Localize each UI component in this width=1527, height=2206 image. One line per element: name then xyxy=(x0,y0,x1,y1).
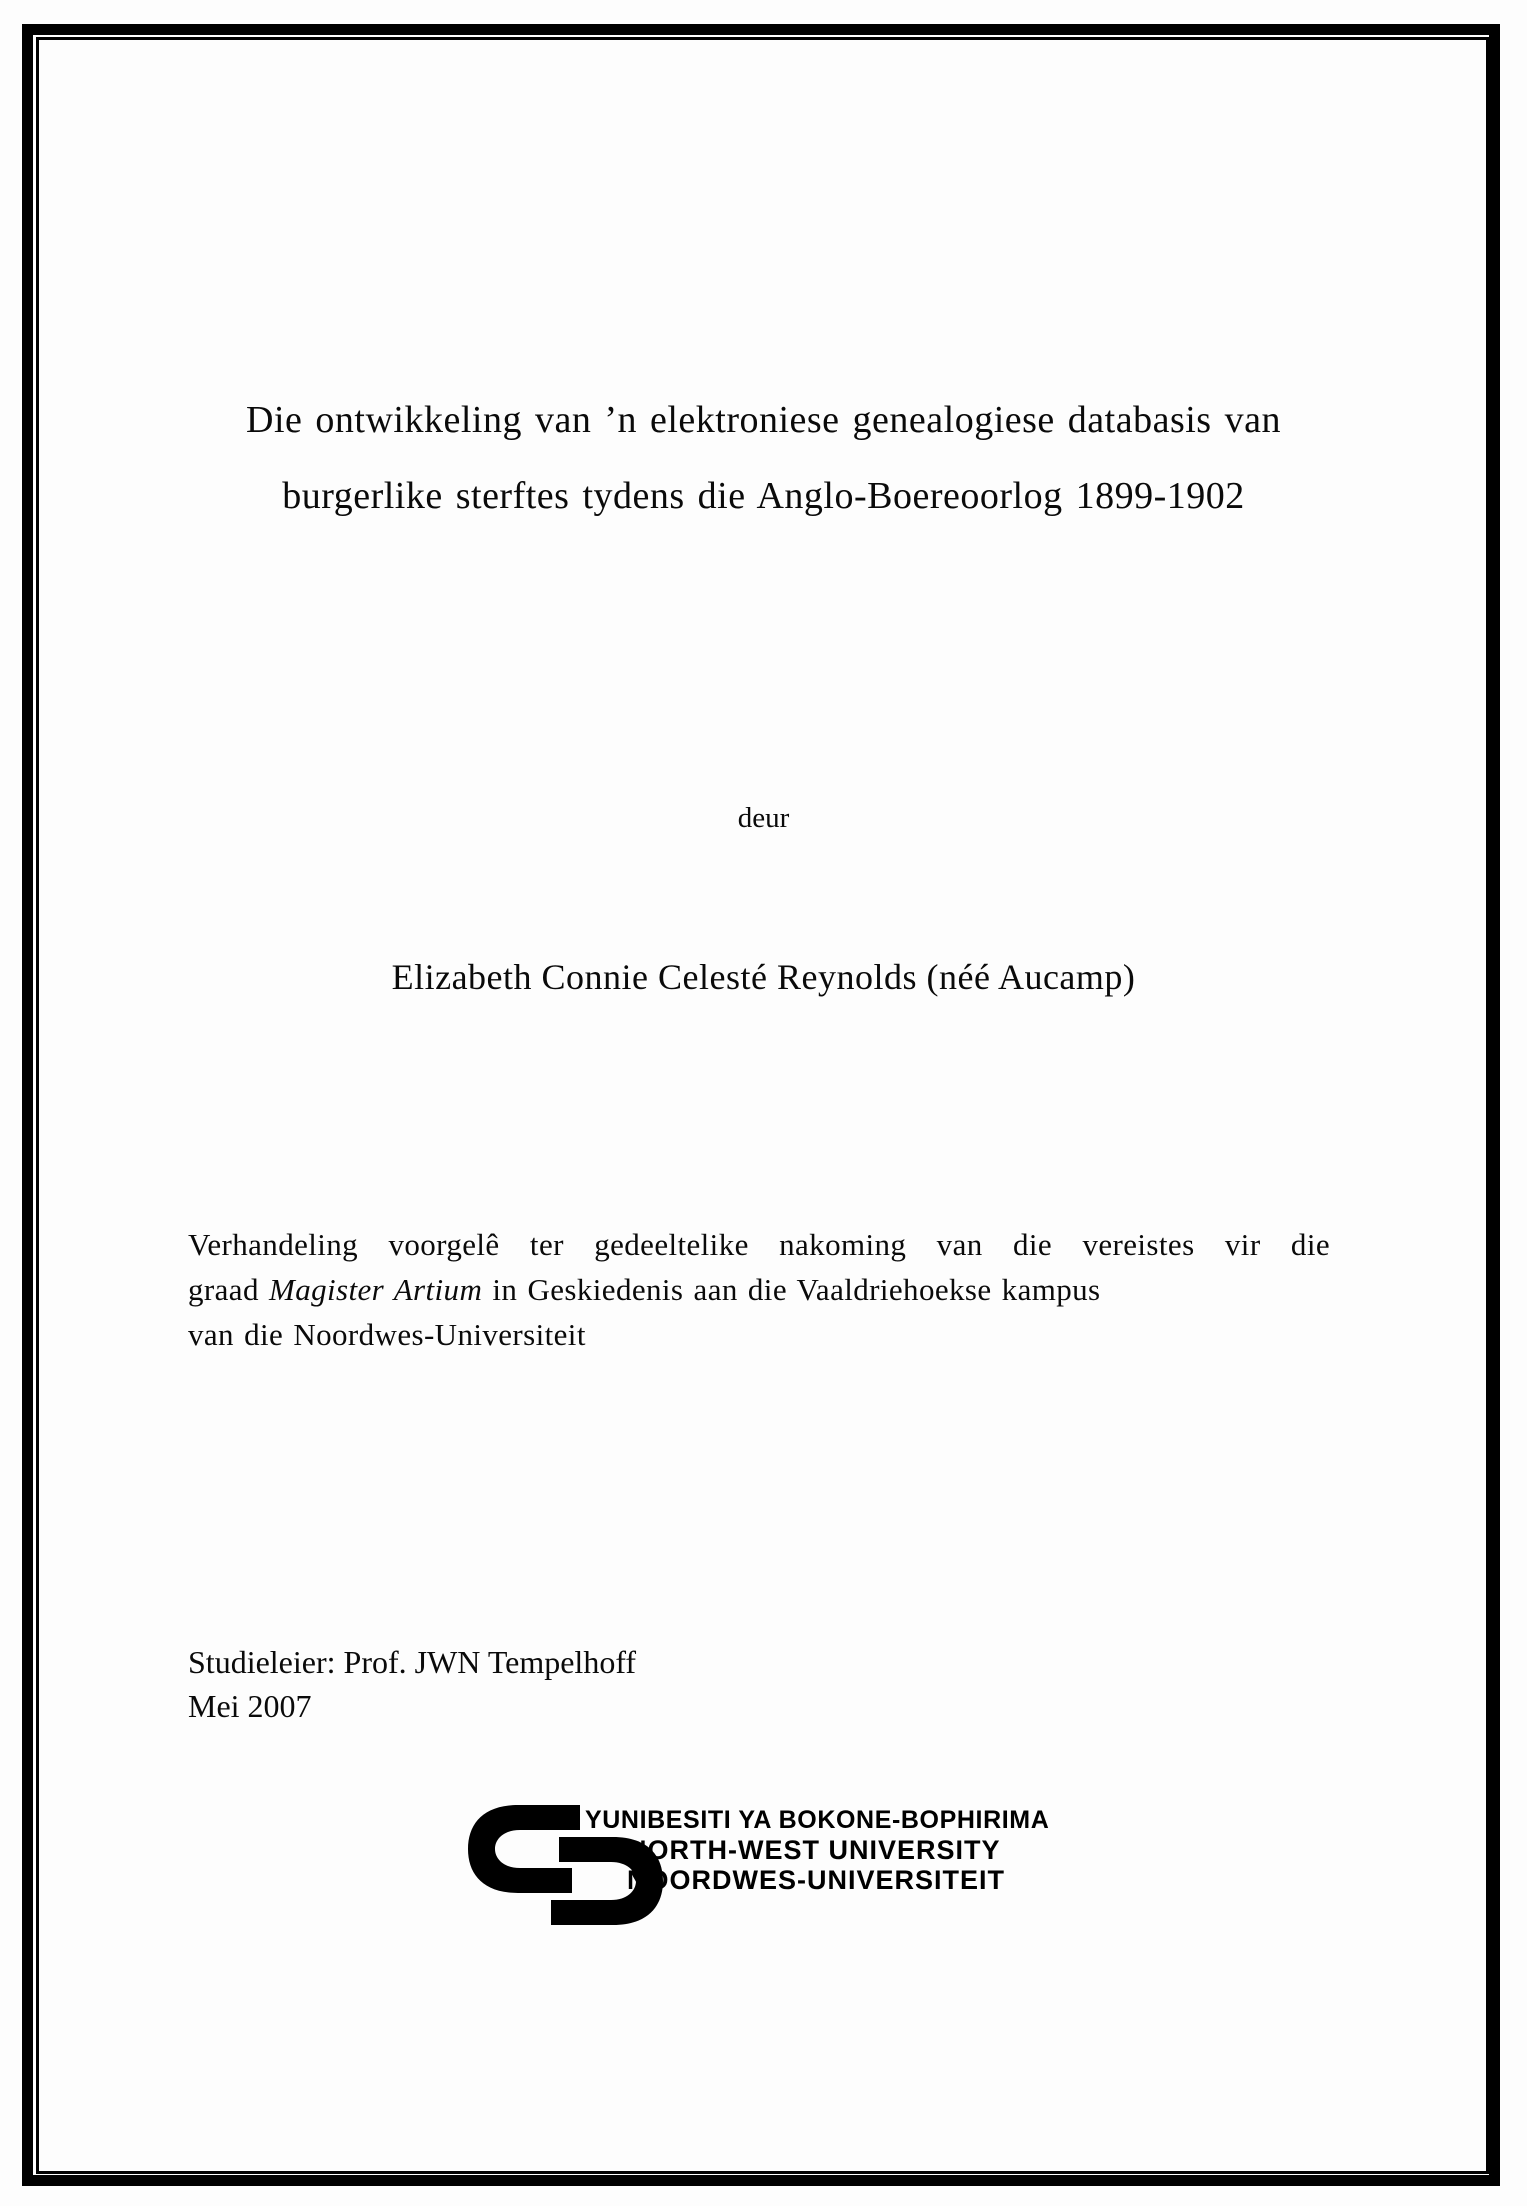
university-logo xyxy=(468,1805,1108,1935)
author-name: Elizabeth Connie Celesté Reynolds (néé Aucamp) xyxy=(391,957,1136,997)
university-logo-text xyxy=(585,1806,1049,1895)
degree-text-pre: graad xyxy=(188,1272,269,1307)
degree-text-post: in Geskiedenis aan die Vaaldriehoekse kampus xyxy=(482,1272,1101,1307)
byline-deur: deur xyxy=(737,802,790,834)
logo-text-setswana: YUNIBESITI YA BOKONE-BOPHIRIMA xyxy=(585,1806,1050,1834)
logo-text-english: NORTH-WEST UNIVERSITY xyxy=(627,1835,1001,1865)
date-line: Mei 2007 xyxy=(188,1688,312,1724)
thesis-statement xyxy=(188,1222,1330,1357)
page-title xyxy=(60,382,1467,534)
degree-name-italic: Magister Artium xyxy=(269,1272,483,1307)
supervisor-block xyxy=(188,1640,636,1728)
title-line-2: burgerlike sterftes tydens die Anglo-Boereoorlog 1899-1902 xyxy=(282,475,1245,517)
thesis-statement-line-1: Verhandeling voorgelê ter gedeeltelike nakoming van die vereistes vir die xyxy=(188,1227,1330,1262)
supervisor-line: Studieleier: Prof. JWN Tempelhoff xyxy=(188,1644,637,1680)
logo-text-afrikaans: NOORDWES-UNIVERSITEIT xyxy=(627,1865,1006,1895)
title-line-1: Die ontwikkeling van ’n elektroniese genealogiese databasis van xyxy=(246,399,1281,441)
thesis-statement-line-2 xyxy=(188,1267,1330,1312)
thesis-statement-line-3: van die Noordwes-Universiteit xyxy=(188,1317,586,1352)
